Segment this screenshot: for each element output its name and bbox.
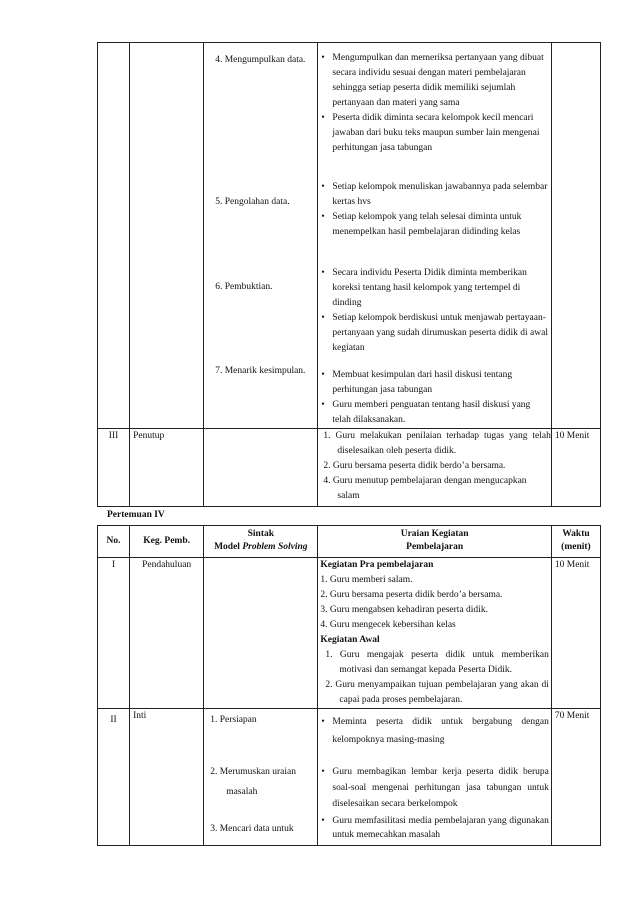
- awal-title: Kegiatan Awal: [320, 635, 380, 645]
- pra-title: Kegiatan Pra pembelajaran: [320, 560, 434, 570]
- no-cell: III: [98, 429, 130, 507]
- list-item: 4. Guru mengecek kebersihan kelas: [320, 620, 456, 630]
- keg-cell: [130, 43, 204, 429]
- no-cell: [98, 43, 130, 429]
- sintak-cell: [204, 558, 318, 709]
- uraian-cell: [318, 709, 551, 846]
- list-item: • Guru memfasilitasi media pembelajaran yang digunakan untuk memecahkan masalah: [318, 814, 548, 842]
- list-item: • Mengumpulkan dan memeriksa pertanyaan yang dibuat secara individu sesuai dengan materi pembelajaran sehingga setiap peserta didik memiliki sejumlah pertanyaan dan materi yang sama: [318, 51, 548, 111]
- sintak-step-6: 6. Pembuktian.: [215, 282, 273, 292]
- list-item: • Guru memberi penguatan tentang hasil diskusi yang telah dilaksanakan.: [318, 398, 548, 428]
- header-waktu-line2: (menit): [561, 542, 591, 552]
- list-item: 2. Guru bersama peserta didik berdo’a bersama.: [323, 461, 506, 471]
- no-cell: II: [98, 709, 130, 846]
- uraian-cell: [318, 558, 551, 709]
- sintak-step-3: 3. Mencari data untuk: [210, 824, 294, 834]
- keg-cell: Inti: [130, 709, 204, 846]
- list-item: • Membuat kesimpulan dari hasil diskusi tentang perhitungan jasa tabungan: [318, 368, 548, 398]
- list-item: 4. Guru menutup pembelajaran dengan mengucapkan salam: [323, 476, 527, 501]
- table-row: [98, 709, 601, 846]
- waktu-cell: 10 Menit: [551, 558, 600, 709]
- header-sintak-line1: Sintak: [247, 529, 275, 539]
- sintak-step-4: 4. Mengumpulkan data.: [215, 55, 306, 65]
- waktu-cell: [551, 43, 600, 429]
- lesson-table: [97, 525, 601, 846]
- list-item: 2. Guru bersama peserta didik berdo’a bersama.: [320, 590, 503, 600]
- lesson-table-continued: [97, 42, 601, 507]
- list-item: 1. Guru mengajak peserta didik untuk memberikan motivasi dan semangat kepada Peserta Didik.: [325, 650, 549, 675]
- sintak-step-7: 7. Menarik kesimpulan.: [215, 366, 306, 376]
- section-title: Pertemuan IV: [107, 510, 165, 520]
- uraian-cell: [318, 43, 551, 429]
- list-item: 3. Guru mengabsen kehadiran peserta didik.: [320, 605, 488, 615]
- sintak-step-2-cont: masalah: [226, 787, 258, 797]
- sintak-cell: [204, 429, 318, 507]
- header-sintak: [204, 526, 318, 558]
- header-no: No.: [98, 526, 130, 558]
- header-uraian-line2: Pembelajaran: [406, 542, 464, 552]
- sintak-cell: [204, 43, 318, 429]
- header-uraian-line1: Uraian Kegiatan: [400, 529, 469, 539]
- list-item: • Meminta peserta didik untuk bergabung dengan kelompoknya masing-masing: [318, 713, 548, 749]
- header-sintak-line2: Model Problem Solving: [214, 542, 308, 552]
- list-item: • Setiap kelompok yang telah selesai diminta untuk menempelkan hasil pembelajaran didinding kelas: [318, 210, 548, 240]
- table-row: [98, 429, 601, 507]
- keg-cell: Penutup: [130, 429, 204, 507]
- list-item: 1. Guru melakukan penilaian terhadap tugas yang telah diselesaikan oleh peserta didik.: [323, 431, 551, 456]
- keg-cell: Pendahuluan: [130, 558, 204, 709]
- list-item: • Setiap kelompok menuliskan jawabannya pada selembar kertas hvs: [318, 180, 548, 210]
- sintak-step-2: 2. Merumuskan uraian: [210, 767, 296, 777]
- list-item: • Guru membagikan lembar kerja peserta didik berupa soal-soal mengenai perhitungan jasa tabungan untuk diselesaikan secara berkelompok: [318, 764, 548, 812]
- header-uraian: [318, 526, 551, 558]
- sintak-cell: [204, 709, 318, 846]
- no-cell: I: [98, 558, 130, 709]
- waktu-cell: 10 Menit: [551, 429, 600, 507]
- waktu-cell: 70 Menit: [551, 709, 600, 846]
- uraian-cell: [318, 429, 551, 507]
- header-waktu: [551, 526, 600, 558]
- table-row: [98, 558, 601, 709]
- list-item: • Setiap kelompok berdiskusi untuk menjawab pertayaan-pertanyaan yang sudah dirumuskan peserta didik di awal kegiatan: [318, 311, 548, 356]
- list-item: 2. Guru menyampaikan tujuan pembelajaran yang akan di capai pada proses pembelajaran.: [325, 680, 549, 705]
- table-row: [98, 43, 601, 429]
- list-item: 1. Guru memberi salam.: [320, 575, 413, 585]
- list-item: • Secara individu Peserta Didik diminta memberikan koreksi tentang hasil kelompok yang tertempel di dinding: [318, 266, 548, 311]
- list-item: • Peserta didik diminta secara kelompok kecil mencari jawaban dari buku teks maupun sumber lain mengenai perhitungan jasa tabungan: [318, 111, 548, 156]
- header-keg: Keg. Pemb.: [130, 526, 204, 558]
- table-header-row: [98, 526, 601, 558]
- header-waktu-line1: Waktu: [562, 529, 590, 539]
- sintak-step-1: 1. Persiapan: [210, 715, 257, 725]
- sintak-step-5: 5. Pengolahan data.: [215, 197, 290, 207]
